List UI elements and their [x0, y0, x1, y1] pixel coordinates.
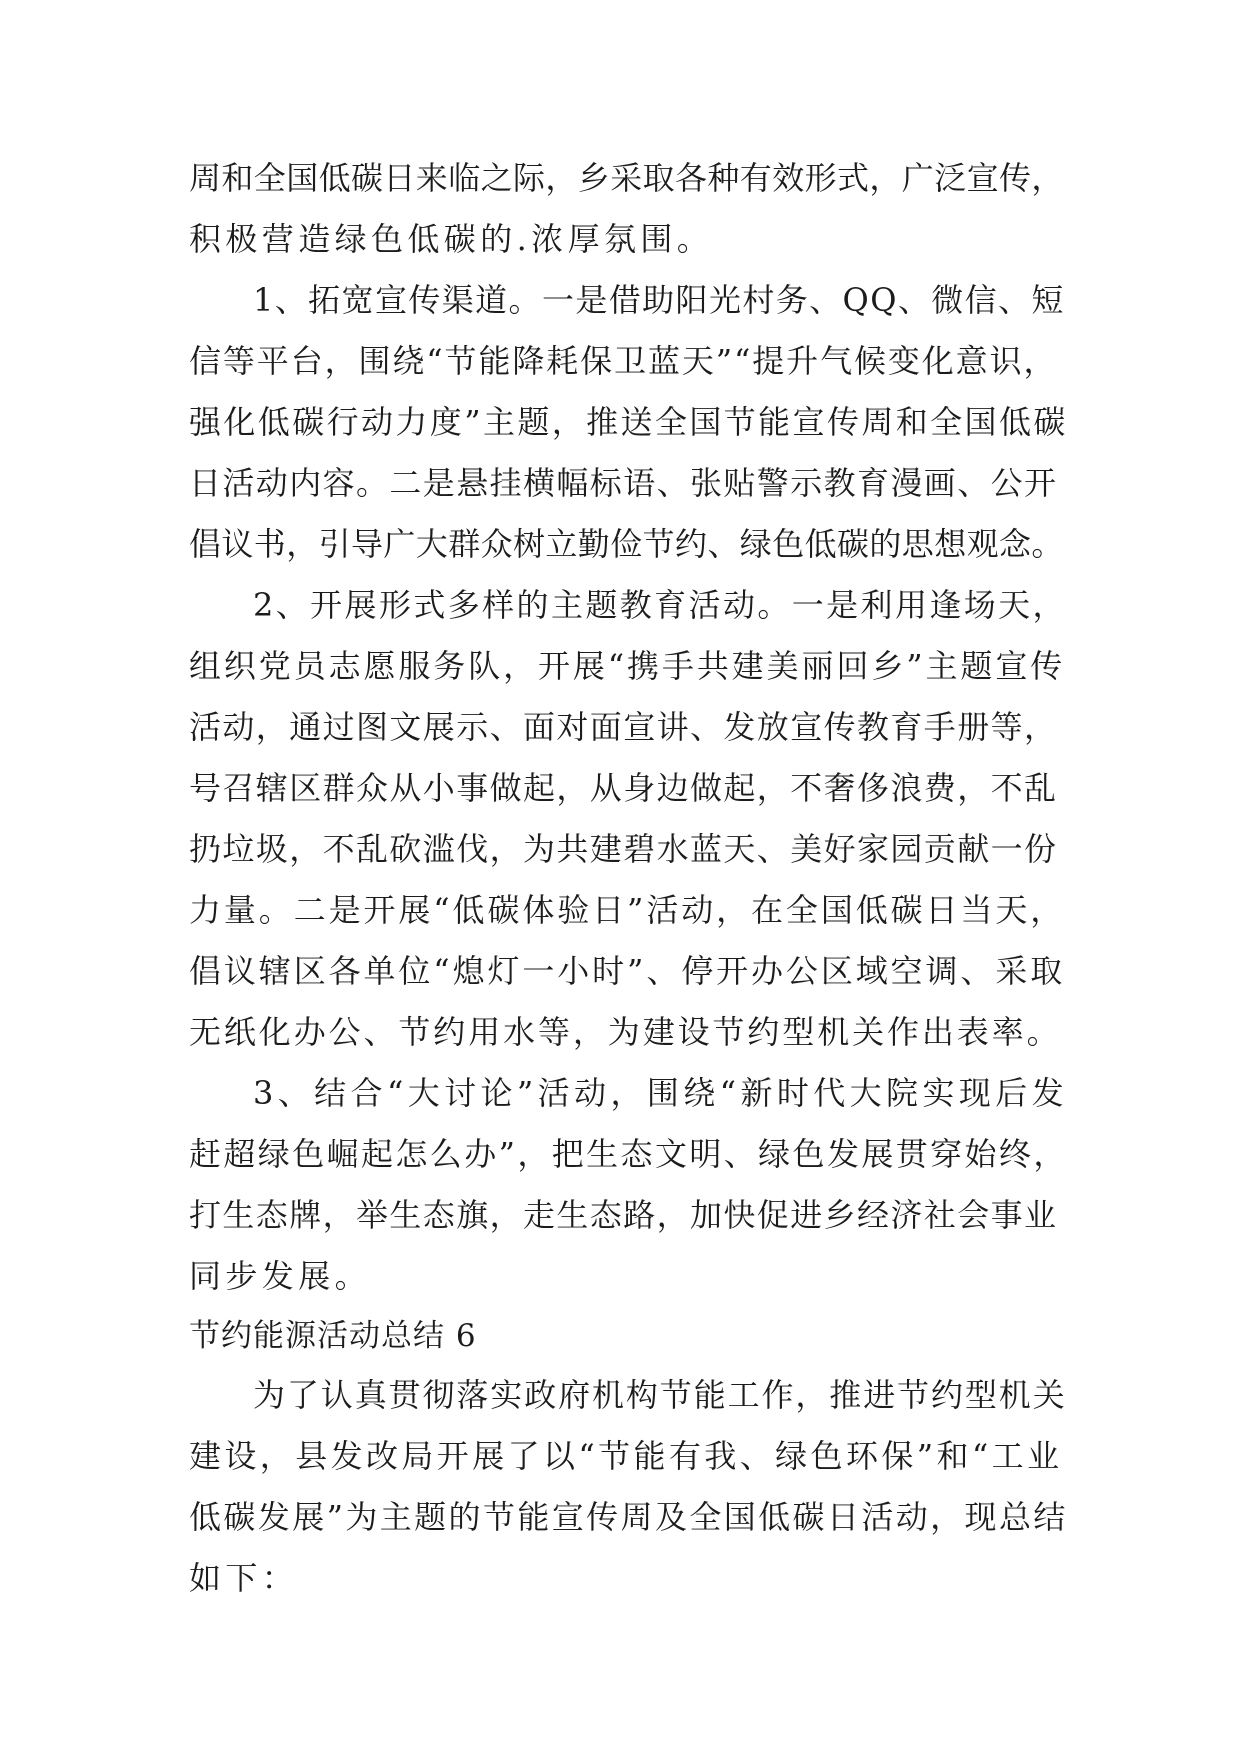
paragraph-line: 赶超绿色崛起怎么办”，把生态文明、绿色发展贯穿始终， — [189, 1135, 1068, 1173]
paragraph-line: 打生态牌，举生态旗，走生态路，加快促进乡经济社会事业 — [189, 1196, 1058, 1234]
paragraph-line: 无纸化办公、节约用水等，为建设节约型机关作出表率。 — [189, 1013, 1062, 1051]
paragraph-line: 倡议书，引导广大群众树立勤俭节约、绿色低碳的思想观念。 — [189, 525, 1064, 563]
paragraph-line: 倡议辖区各单位“熄灯一小时”、停开办公区域空调、采取 — [189, 952, 1066, 990]
paragraph-line: 1、拓宽宣传渠道。一是借助阳光村务、QQ、微信、短 — [253, 281, 1065, 319]
paragraph-line: 周和全国低碳日来临之际，乡采取各种有效形式，广泛宣传， — [189, 159, 1064, 197]
paragraph-line: 低碳发展”为主题的节能宣传周及全国低碳日活动，现总结 — [189, 1498, 1068, 1536]
paragraph-line: 组织党员志愿服务队，开展“携手共建美丽回乡”主题宣传 — [189, 647, 1066, 685]
paragraph-line: 同步发展。 — [189, 1257, 372, 1295]
paragraph-line: 3、结合“大讨论”活动，围绕“新时代大院实现后发 — [253, 1074, 1069, 1112]
paragraph-line: 强化低碳行动力度”主题，推送全国节能宣传周和全国低碳 — [189, 403, 1068, 441]
paragraph-line: 建设，县发改局开展了以“节能有我、绿色环保”和“工业 — [189, 1437, 1063, 1475]
paragraph-line: 活动，通过图文展示、面对面宣讲、发放宣传教育手册等， — [189, 708, 1058, 746]
paragraph-line: 如下： — [189, 1559, 299, 1597]
paragraph-line: 号召辖区群众从小事做起，从身边做起，不奢侈浪费，不乱 — [189, 769, 1058, 807]
paragraph-line: 日活动内容。二是悬挂横幅标语、张贴警示教育漫画、公开 — [189, 464, 1058, 502]
paragraph-line: 2、开展形式多样的主题教育活动。一是利用逢场天， — [253, 586, 1067, 624]
paragraph-line: 信等平台，围绕“节能降耗保卫蓝天”“提升气候变化意识， — [189, 342, 1058, 380]
paragraph-line: 积极营造绿色低碳的.浓厚氛围。 — [189, 220, 714, 258]
paragraph-line: 为了认真贯彻落实政府机构节能工作，推进节约型机关 — [253, 1376, 1067, 1414]
paragraph-line: 力量。二是开展“低碳体验日”活动，在全国低碳日当天， — [189, 891, 1066, 929]
paragraph-line: 扔垃圾，不乱砍滥伐，为共建碧水蓝天、美好家园贡献一份 — [189, 830, 1058, 868]
section-heading: 节约能源活动总结 6 — [189, 1318, 477, 1354]
document-body — [189, 148, 1069, 1609]
